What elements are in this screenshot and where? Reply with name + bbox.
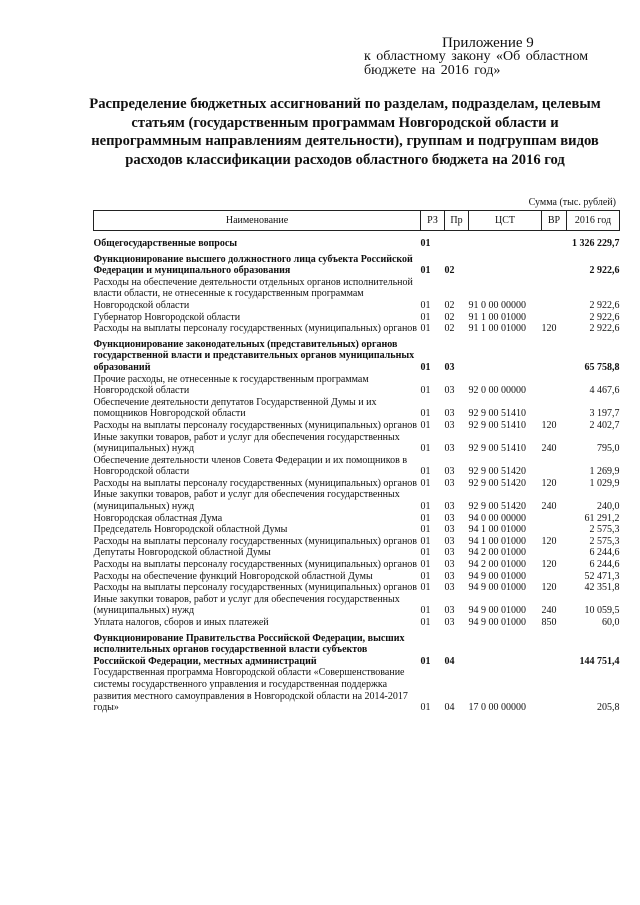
cell-cst: 94 9 00 01000 (468, 582, 526, 594)
cell-rz: 01 (420, 299, 431, 311)
cell-sum: 6 244,6 (589, 547, 620, 559)
cell-rz: 01 (420, 477, 431, 489)
cell-rz: 01 (420, 311, 431, 323)
cell-pr: 02 (444, 299, 455, 311)
cell-sum: 1 326 229,7 (572, 238, 620, 249)
table-row (94, 571, 620, 583)
cell-vr (542, 238, 567, 250)
cell-pr: 03 (444, 385, 455, 397)
cell-name: Обеспечение деятельности депутатов Государственной Думы и их помощников Новгородской области (93, 396, 377, 420)
cell-vr: 120 (541, 559, 557, 571)
cell-rz: 01 (420, 535, 431, 547)
cell-sum: 6 244,6 (589, 559, 620, 571)
cell-name: Расходы на выплаты персоналу государственных (муниципальных) органов (93, 535, 418, 547)
cell-vr: 120 (541, 535, 557, 547)
cell-rz: 01 (420, 323, 431, 335)
cell-sum: 2 922,6 (589, 311, 620, 323)
cell-cst (469, 250, 542, 277)
cell-rz: 01 (420, 419, 431, 431)
cell-vr: 120 (541, 477, 557, 489)
table-row (94, 432, 620, 455)
document-title: Распределение бюджетных ассигнований по разделам, подразделам, целевым статьям (государственным программам Новгородской области и непрограммным направлениям деятельности), группам и подгруппам видов расходов классификации расходов областного бюджета на 2016 год (89, 96, 601, 168)
cell-vr (542, 513, 567, 525)
cell-rz: 01 (420, 655, 431, 667)
cell-name: Губернатор Новгородской области (93, 311, 241, 323)
cell-sum: 4 467,6 (589, 385, 620, 397)
cell-sum: 2 575,3 (589, 535, 620, 547)
cell-name: Расходы на обеспечение функций Новгородской областной Думы (93, 570, 373, 582)
cell-pr: 03 (444, 361, 455, 373)
cell-cst: 94 9 00 01000 (468, 617, 526, 628)
cell-pr: 02 (444, 265, 455, 277)
cell-name: Общегосударственные вопросы (93, 238, 238, 249)
cell-sum: 2 922,6 (589, 265, 620, 277)
cell-sum: 10 059,5 (584, 605, 620, 617)
cell-rz: 01 (420, 512, 431, 524)
cell-sum: 2 402,7 (589, 419, 620, 431)
cell-vr: 850 (541, 617, 557, 628)
cell-sum: 240,0 (597, 501, 620, 513)
cell-cst: 94 0 00 00000 (468, 512, 526, 524)
cell-cst: 17 0 00 00000 (468, 702, 526, 714)
table-row (94, 559, 620, 571)
cell-vr (542, 312, 567, 324)
cell-sum: 2 575,3 (589, 524, 620, 536)
cell-pr: 03 (444, 547, 455, 559)
cell-name: Функционирование Правительства Российской Федерации, высших исполнительных органов государственной власти субъектов Российской Федерации, местных администраций (93, 632, 405, 667)
cell-sum: 65 758,8 (584, 361, 620, 373)
cell-name: Государственная программа Новгородской области «Совершенствование системы государственного управления и государственная поддержка развития местного самоуправления в Новгородской области на 2014-2017 годы» (93, 667, 408, 714)
table-row (94, 617, 620, 629)
cell-vr (542, 667, 567, 713)
cell-rz: 01 (420, 547, 431, 559)
cell-name: Уплата налогов, сборов и иных платежей (93, 617, 269, 628)
cell-pr: 03 (444, 512, 455, 524)
cell-pr: 04 (444, 655, 455, 667)
cell-name: Новгородская областная Дума (93, 512, 223, 524)
header-cst: ЦСТ (469, 211, 542, 231)
appendix-title: Приложение 9 (442, 35, 534, 51)
cell-pr: 03 (444, 408, 455, 420)
table-spacer (94, 231, 620, 239)
cell-vr (542, 455, 567, 478)
table-row (94, 335, 620, 374)
cell-vr (542, 524, 567, 536)
cell-pr: 03 (444, 582, 455, 594)
cell-rz: 01 (420, 385, 431, 397)
appendix-law-reference: к областному закону «Об областном (364, 49, 589, 64)
cell-vr: 240 (541, 501, 557, 513)
table-row (94, 455, 620, 478)
cell-sum: 205,8 (597, 702, 620, 714)
cell-pr: 03 (444, 524, 455, 536)
cell-name: Депутаты Новгородской областной Думы (93, 547, 271, 559)
cell-name: Расходы на выплаты персоналу государственных (муниципальных) органов (93, 559, 418, 571)
cell-rz: 01 (420, 443, 431, 455)
cell-vr: 120 (541, 582, 557, 594)
header-name: Наименование (94, 211, 421, 231)
cell-pr: 02 (444, 323, 455, 335)
cell-rz: 01 (420, 408, 431, 420)
cell-sum: 2 922,6 (589, 323, 620, 335)
cell-pr: 03 (444, 535, 455, 547)
cell-pr: 03 (444, 605, 455, 617)
cell-pr: 03 (444, 477, 455, 489)
table-row (94, 536, 620, 548)
spacer-cell (94, 231, 620, 239)
cell-cst: 92 9 00 51420 (468, 466, 526, 478)
cell-cst: 91 1 00 01000 (468, 323, 526, 335)
cell-sum: 52 471,3 (584, 570, 620, 582)
cell-cst: 91 0 00 00000 (468, 299, 526, 311)
cell-name: Обеспечение деятельности членов Совета Федерации и их помощников в Новгородской области (93, 454, 408, 478)
cell-pr: 03 (444, 559, 455, 571)
cell-name: Расходы на обеспечение деятельности отдельных органов исполнительной власти области, не отнесенные к государственным программам Новгородской области (93, 276, 413, 311)
cell-name: Функционирование высшего должностного лица субъекта Российской Федерации и муниципального образования (93, 253, 413, 277)
cell-name: Иные закупки товаров, работ и услуг для обеспечения государственных (муниципальных) нужд (93, 593, 400, 617)
cell-rz: 01 (420, 361, 431, 373)
table-row (94, 594, 620, 617)
cell-pr: 03 (444, 501, 455, 513)
table-row (94, 524, 620, 536)
table-row (94, 582, 620, 594)
cell-name: Функционирование законодательных (представительных) органов государственной власти и представительных органов муниципальных образований (93, 338, 415, 373)
cell-cst: 92 9 00 51420 (468, 477, 526, 489)
cell-rz: 01 (420, 582, 431, 594)
cell-vr (542, 571, 567, 583)
table-row (94, 667, 620, 713)
table-row (94, 277, 620, 312)
cell-rz: 01 (420, 524, 431, 536)
cell-cst: 92 0 00 00000 (468, 385, 526, 397)
cell-name: Расходы на выплаты персоналу государственных (муниципальных) органов (93, 582, 418, 594)
cell-sum: 2 922,6 (589, 299, 620, 311)
cell-cst (469, 629, 542, 668)
table-row (94, 397, 620, 420)
cell-sum: 1 269,9 (589, 466, 620, 478)
table-row (94, 238, 620, 250)
cell-rz: 01 (420, 501, 431, 513)
cell-vr (542, 547, 567, 559)
cell-cst: 92 9 00 51410 (468, 443, 526, 455)
cell-name: Расходы на выплаты персоналу государственных (муниципальных) органов (93, 323, 418, 335)
cell-vr (542, 374, 567, 397)
cell-cst (469, 335, 542, 374)
cell-name: Иные закупки товаров, работ и услуг для обеспечения государственных (муниципальных) нужд (93, 489, 400, 513)
cell-rz: 01 (420, 617, 431, 628)
table-header-row (94, 211, 620, 231)
cell-name: Прочие расходы, не отнесенные к государственным программам Новгородской области (93, 373, 369, 397)
table-row (94, 250, 620, 277)
cell-vr (542, 629, 567, 668)
header-rz: РЗ (421, 211, 445, 231)
cell-pr: 03 (444, 419, 455, 431)
header-pr: Пр (445, 211, 469, 231)
cell-cst: 92 9 00 51410 (468, 419, 526, 431)
cell-cst: 94 1 00 01000 (468, 535, 526, 547)
cell-cst (469, 238, 542, 250)
cell-name: Иные закупки товаров, работ и услуг для обеспечения государственных (муниципальных) нужд (93, 431, 400, 455)
cell-rz: 01 (420, 466, 431, 478)
cell-vr (542, 277, 567, 312)
cell-cst: 94 9 00 01000 (468, 570, 526, 582)
cell-vr: 120 (541, 323, 557, 335)
cell-cst: 94 9 00 01000 (468, 605, 526, 617)
cell-vr: 120 (541, 419, 557, 431)
header-vr: ВР (542, 211, 567, 231)
cell-cst: 92 9 00 51420 (468, 501, 526, 513)
cell-rz: 01 (420, 238, 431, 249)
cell-cst: 91 1 00 01000 (468, 311, 526, 323)
cell-cst: 94 1 00 01000 (468, 524, 526, 536)
cell-sum: 61 291,2 (584, 512, 620, 524)
header-sum: 2016 год (567, 211, 620, 231)
cell-sum: 144 751,4 (579, 655, 620, 667)
table-row (94, 312, 620, 324)
cell-pr: 04 (444, 702, 455, 714)
table-row (94, 374, 620, 397)
table-row (94, 323, 620, 335)
cell-sum: 3 197,7 (589, 408, 620, 420)
cell-sum: 42 351,8 (584, 582, 620, 594)
cell-vr (542, 397, 567, 420)
table-row (94, 478, 620, 490)
budget-table (93, 210, 620, 714)
appendix-note (364, 36, 614, 78)
units-note: Сумма (тыс. рублей) (528, 197, 616, 208)
table-row (94, 513, 620, 525)
table-row (94, 420, 620, 432)
cell-name: Председатель Новгородской областной Думы (93, 524, 288, 536)
cell-vr (542, 335, 567, 374)
table-row (94, 629, 620, 668)
cell-name: Расходы на выплаты персоналу государственных (муниципальных) органов (93, 477, 418, 489)
cell-sum: 795,0 (597, 443, 620, 455)
cell-pr: 03 (444, 570, 455, 582)
cell-pr: 03 (444, 617, 455, 628)
cell-cst: 94 2 00 01000 (468, 547, 526, 559)
cell-vr: 240 (541, 605, 557, 617)
cell-rz: 01 (420, 559, 431, 571)
table-row (94, 547, 620, 559)
cell-pr: 03 (444, 443, 455, 455)
cell-sum: 1 029,9 (589, 477, 620, 489)
cell-cst: 92 9 00 51410 (468, 408, 526, 420)
cell-cst: 94 2 00 01000 (468, 559, 526, 571)
cell-rz: 01 (420, 605, 431, 617)
appendix-law-name: бюджете на 2016 год» (364, 63, 501, 78)
cell-pr (445, 238, 469, 250)
cell-sum: 60,0 (602, 617, 620, 628)
table-row (94, 489, 620, 512)
cell-pr: 02 (444, 311, 455, 323)
cell-rz: 01 (420, 702, 431, 714)
cell-vr (542, 250, 567, 277)
cell-vr: 240 (541, 443, 557, 455)
cell-name: Расходы на выплаты персоналу государственных (муниципальных) органов (93, 419, 418, 431)
cell-rz: 01 (420, 570, 431, 582)
cell-pr: 03 (444, 466, 455, 478)
cell-rz: 01 (420, 265, 431, 277)
